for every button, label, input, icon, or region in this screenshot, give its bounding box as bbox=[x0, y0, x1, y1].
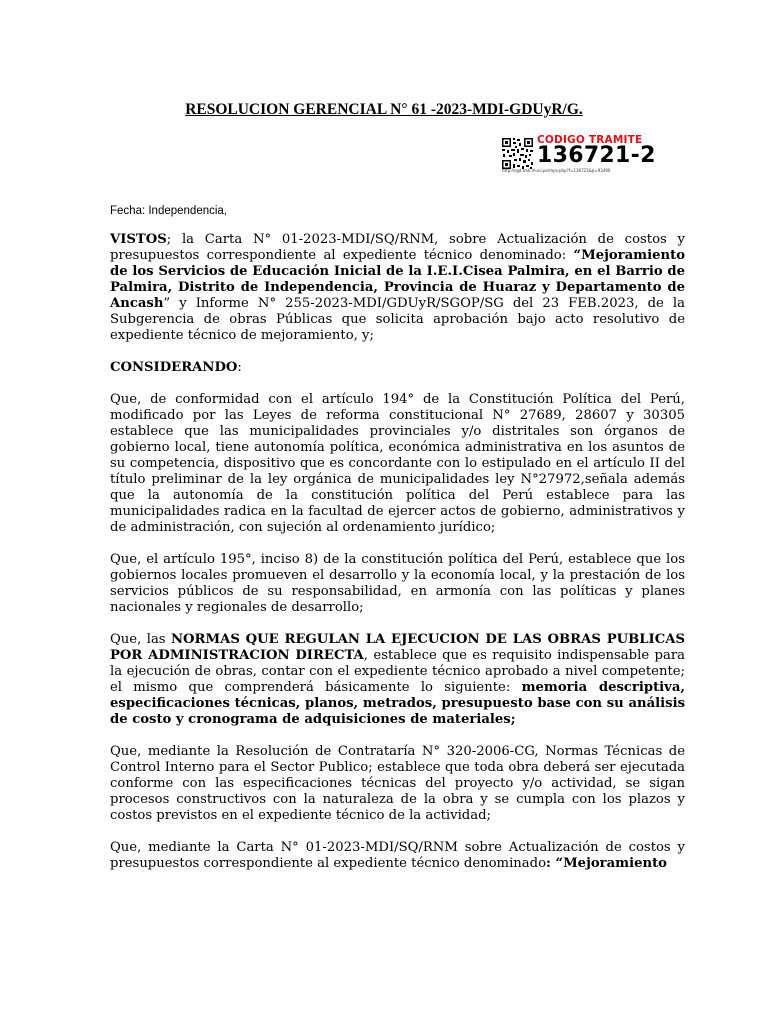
qr-code-icon bbox=[501, 137, 534, 170]
codigo-tramite-label: CODIGO TRAMITE bbox=[537, 134, 643, 146]
normas-text-2: , establece que es requisito indispensable para la ejecución de obras, contar con el expediente técnico aprobado a nivel competente; el mismo que comprenderá básicamente lo siguiente: bbox=[110, 648, 685, 695]
codigo-tramite-url: http://sgd.mdi.muni.pe/mpv.php?f=136721&p=93490 bbox=[502, 168, 611, 173]
paragraph-normas bbox=[110, 632, 685, 728]
codigo-tramite-number: 136721-2 bbox=[537, 143, 656, 168]
resolution-title: RESOLUCION GERENCIAL N° 61 -2023-MDI-GDUyR/G. bbox=[185, 101, 583, 118]
considerando-colon: : bbox=[237, 360, 242, 375]
paragraph-art-195: Que, el artículo 195°, inciso 8) de la constitución política del Perú, establece que los gobiernos locales promueven el desarrollo y la economía local, y la prestación de los servicios públicos de su responsabilidad, en armonía con las políticas y planes nacionales y regionales de desarrollo; bbox=[110, 552, 685, 615]
normas-requirements: memoria descriptiva, especificaciones técnicas, planos, metrados, presupuesto base con su análisis de costo y cronograma de adquisiciones de materiales; bbox=[110, 680, 685, 727]
carta-text-1: Que, mediante la Carta N° 01-2023-MDI/SQ/RNM sobre Actualización de costos y presupuestos correspondiente al expediente técnico denominado bbox=[110, 840, 685, 871]
resolution-body bbox=[110, 232, 685, 872]
paragraph-carta bbox=[110, 840, 685, 872]
normas-text-1: Que, las bbox=[110, 632, 171, 647]
vistos-text-1: ; la Carta N° 01-2023-MDI/SQ/RNM, sobre Actualización de costos y presupuestos correspondiente al expediente técnico denominado: bbox=[110, 232, 685, 263]
paragraph-art-194: Que, de conformidad con el artículo 194° de la Constitución Política del Perú, modificado por las Leyes de reforma constitucional N° 27689, 28607 y 30305 establece que las municipalidades provinciales y/o distritales son órganos de gobierno local, tiene autonomía política, económica administrativa en los asuntos de su competencia, dispositivo que es concordante con lo estipulado en el artículo II del título preliminar de la ley orgánica de municipalidades ley N°27972,señala además que la autonomía de la constitución política del Perú establece para las municipalidades radica en la facultad de ejercer actos de gobierno, administrativos y de administración, con sujeción al ordenamiento jurídico; bbox=[110, 392, 685, 535]
fecha-line: Fecha: Independencia, bbox=[110, 205, 228, 217]
paragraph-contraloria: Que, mediante la Resolución de Contrataría N° 320-2006-CG, Normas Técnicas de Control Interno para el Sector Publico; establece que toda obra deberá ser ejecutada conforme con las especificaciones técnicas del proyecto y/o actividad, se sigan procesos constructivos con la naturaleza de la obra y se cumpla con los plazos y costos previstos en el expediente técnico de la actividad; bbox=[110, 744, 685, 823]
vistos-text-2: ” y Informe N° 255-2023-MDI/GDUyR/SGOP/SG del 23 FEB.2023, de la Subgerencia de obras Públicas que solicita aprobación bajo acto resolutivo de expediente técnico de mejoramiento, y; bbox=[110, 296, 685, 343]
vistos-lead: VISTOS bbox=[110, 232, 167, 247]
vistos-project-name: “Mejoramiento de los Servicios de Educación Inicial de la I.E.I.Cisea Palmira, en el Barrio de Palmira, Distrito de Independencia, Provincia de Huaraz y Departamento de Ancash bbox=[110, 248, 685, 311]
carta-project-start: : “Mejoramiento bbox=[546, 856, 667, 871]
normas-title: NORMAS QUE REGULAN LA EJECUCION DE LAS OBRAS PUBLICAS POR ADMINISTRACION DIRECTA bbox=[110, 632, 685, 663]
considerando-heading bbox=[110, 360, 685, 376]
considerando-lead: CONSIDERANDO bbox=[110, 360, 238, 375]
vistos-paragraph bbox=[110, 232, 685, 344]
tramite-stamp bbox=[501, 134, 701, 174]
